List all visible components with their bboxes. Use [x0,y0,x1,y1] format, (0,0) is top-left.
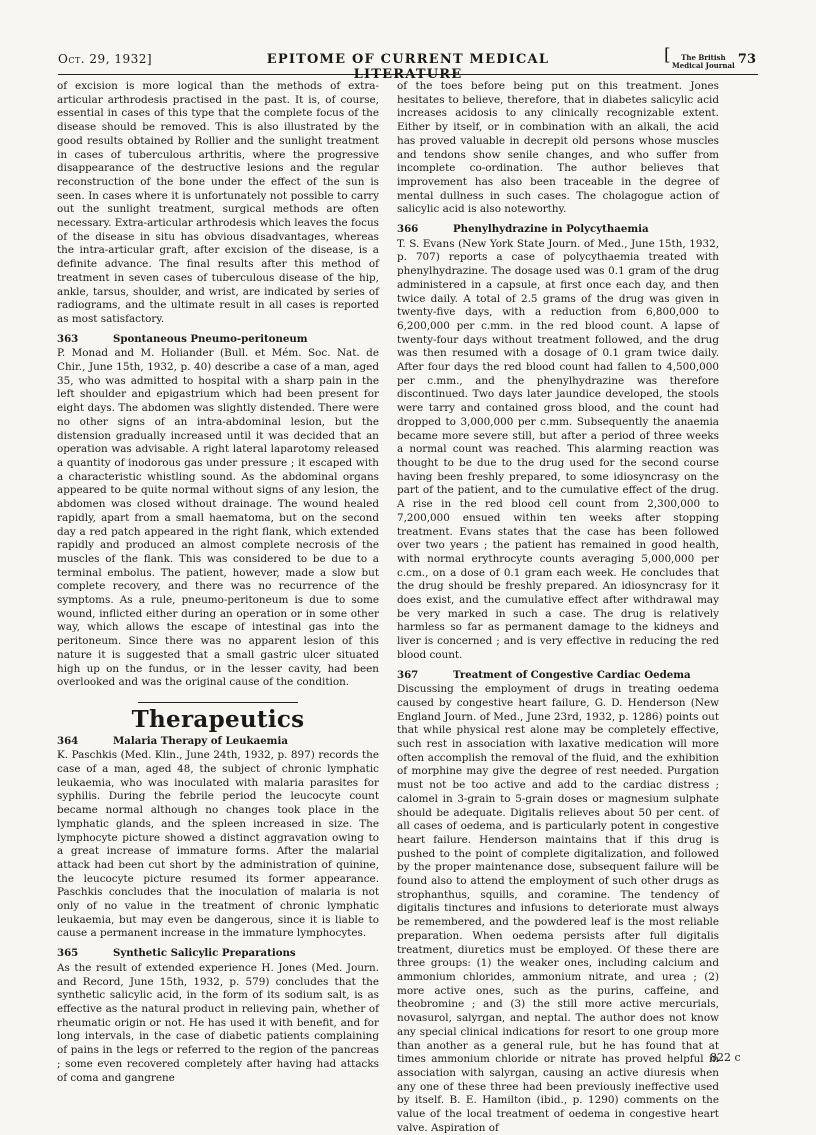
article-366-body: T. S. Evans (New York State Journ. of Med., June 15th, 1932, p. 707) reports a case of polycythaemia treated with phenylhydrazine. The dosage used was 0.1 gram of the drug administered in a capsule, at first once each day, and then twice daily. A total of 2.5 grams of the drug was given in twenty-five days, with a reduction from 6,800,000 to 6,200,000 per c.mm. in the red blood count. A lapse of twenty-four days without treatment followed, and the drug was then resumed with a dosage of 0.1 gram twice daily. After four days the red blood count had fallen to 4,500,000 per c.mm., and the phenylhydrazine was therefore discontinued. Two days later jaundice developed, the stools were tarry and contained gross blood, and the count had dropped to 3,000,000 per c.mm. Subsequently the anaemia became more severe still, but after a period of three weeks a normal count was reached. This alarming reaction was thought to be due to the drug used for the second course having been freshly prepared, to some idiosyncrasy on the part of the patient, and to the cumulative effect of the drug. A rise in the red blood cell count from 2,300,000 to 7,200,000 ensued within ten weeks after stopping treatment. Evans states that the case has been followed over two years ; the patient has remained in good health, with normal erythrocyte counts averaging 5,000,000 per c.cm., on a dose of 0.1 gram each week. He concludes that the drug should be freshly prepared. An idiosyncrasy for it does exist, and the cumulative effect after withdrawal may be very marked in such a case. The drug is relatively harmless so far as permanent damage to the kidneys and liver is concerned ; and is very effective in reducing the red blood count. [397,237,719,661]
article-title: Malaria Therapy of Leukaemia [113,734,288,747]
journal-name-line1: The British [681,53,726,62]
article-367-heading [397,669,719,683]
continued-paragraph: of the toes before being put on this treatment. Jones hesitates to believe, therefore, that in diabetes salicylic acid increases acidosis to any clinically recognizable extent. Either by itself, or in combination with an alkali, the acid has proved valuable in decrepit old persons whose muscles and tendons show senile changes, and who suffer from incomplete co-ordination. The author believes that improvement has also been traceable in the degree of mental dullness in such cases. The cholagogue action of salicylic acid is also noteworthy. [397,80,719,216]
article-364-body: K. Paschkis (Med. Klin., June 24th, 1932, p. 897) records the case of a man, aged 48, the subject of chronic lymphatic leukaemia, who was inoculated with malaria parasites for syphilis. During the febrile period the leucocyte count became normal although no changes took place in the lymphatic glands, and the spleen increased in size. The lymphocyte picture showed a distinct aggravation owing to a great increase of immature forms. After the malarial attack had been cut short by the administration of quinine, the leucocyte picture resumed its former appearance. Paschkis concludes that the inoculation of malaria is not only of no value in the treatment of chronic lymphatic leukaemia, but may even be dangerous, since it is liable to cause a permanent increase in the immature lymphocytes. [57,749,379,940]
bracket-glyph: [ [664,45,671,65]
continued-paragraph: of excision is more logical than the methods of extra-articular arthrodesis practised in the past. It is, of course, essential in cases of this type that the complete focus of the disease should be removed. This is also illustrated by the good results obtained by Rollier and the sunlight treatment in cases of tuberculous arthritis, where the progressive disappearance of the destructive lesions and the regular reconstruction of the bone under the effect of the sun is seen. In cases where it is unfortunately not possible to carry out the sunlight treatment, surgical methods are often necessary. Extra-articular arthrodesis which leaves the focus of the disease in situ has obvious disadvantages, whereas the intra-articular graft, after excision of the disease, is a definite advance. The final results after this method of treatment in seven cases of tuberculous disease of the hip, ankle, tarsus, shoulder, and wrist, are indicated by series of radiograms, and the ultimate result in all cases is reported as most satisfactory. [57,80,379,325]
journal-name [664,45,735,70]
article-title: Phenylhydrazine in Polycythaemia [453,223,649,236]
article-title: Treatment of Congestive Cardiac Oedema [453,668,691,681]
running-header [58,45,758,82]
article-number: 367 [397,668,419,681]
page-reference: 822 c [710,1051,741,1064]
running-title: EPITOME OF CURRENT MEDICAL LITERATURE [266,52,550,82]
article-366-heading [397,223,719,237]
article-number: 365 [57,947,79,960]
left-column [57,80,379,1085]
article-363-body: P. Monad and M. Holiander (Bull. et Mém. Soc. Nat. de Chir., June 15th, 1932, p. 40) describe a case of a man, aged 35, who was admitted to hospital with a sharp pain in the left shoulder and epigastrium which had been present for eight days. The abdomen was slightly distended. There were no other signs of an intra-abdominal lesion, but the distension gradually increased until it was decided that an operation was advisable. A right lateral laparotomy released a quantity of inodorous gas under pressure ; it escaped with a characteristic whistling sound. As the abdominal organs appeared to be quite normal without signs of any lesion, the abdomen was closed without drainage. The wound healed rapidly, apart from a small haematoma, but on the second day a red patch appeared in the right flank, which extended rapidly and produced an almost complete necrosis of the muscles of the flank. This was considered to be due to a terminal embolus. The patient, however, made a slow but complete recovery, and there was no recurrence of the symptoms. As a rule, pneumo-peritoneum is due to some wound, inflicted either during an operation or in some other way, which allows the escape of intestinal gas into the peritoneum. Since there was no apparent lesion of this nature it is suggested that a small gastric ulcer situated high up on the fundus, or in the lesser cavity, had been overlooked and was the original cause of the condition. [57,347,379,689]
article-number: 363 [57,332,79,345]
article-number: 366 [397,223,419,236]
article-364-heading [57,735,379,749]
journal-name-line2: Medical Journal [672,61,735,70]
section-heading-block [57,702,379,733]
article-365-body: As the result of extended experience H. Jones (Med. Journ. and Record, June 15th, 1932, p. 579) concludes that the synthetic salicylic acid, in the form of its sodium salt, is as effective as the natural product in relieving pain, whether of rheumatic origin or not. He has used it with benefit, and for long intervals, in the case of diabetic patients complaining of pains in the legs or referred to the region of the pancreas ; some even recovered completely after having had attacks of coma and gangrene [57,961,379,1084]
article-number: 364 [57,734,79,747]
article-title: Synthetic Salicylic Preparations [113,947,296,960]
article-365-heading [57,947,379,961]
right-column [397,80,719,1135]
section-title: Therapeutics [131,705,305,733]
page-number: 73 [737,52,756,67]
article-363-heading [57,333,379,347]
article-title: Spontaneous Pneumo-peritoneum [113,332,308,345]
article-367-body: Discussing the employment of drugs in treating oedema caused by congestive heart failure, G. D. Henderson (New England Journ. of Med., June 23rd, 1932, p. 1286) points out that while physical rest alone may be completely effective, such rest in association with laxative medication will more often accomplish the removal of the fluid, and the exhibition of morphine may give the degree of rest needed. Purgation must not be too active and add to the cardiac distress ; calomel in 3-grain to 5-grain doses or magnesium sulphate should be adequate. Digitalis relieves about 50 per cent. of all cases of oedema, and is particularly potent in congestive heart failure. Henderson maintains that if this drug is pushed to the point of complete digitalization, and followed by the proper maintenance dose, subsequent failure will be found also to attend the employment of such other drugs as strophanthus, squills, and coramine. The tendency of digitalis tinctures and infusions to deteriorate must always be remembered, and the powdered leaf is the most reliable preparation. When oedema persists after full digitalis treatment, diuretics must be employed. Of these there are three groups: (1) the weaker ones, including calcium and ammonium chlorides, ammonium nitrate, and urea ; (2) more active ones, such as the purins, caffeine, and theobromine ; and (3) the still more active mercurials, novasurol, salyrgan, and neptal. The author does not know any special clinical indications for resort to one group more than another as a general rule, but he has found that at times ammonium chloride or nitrate has proved helpful in association with salyrgan, causing an active diuresis when any one of these three had been previously ineffective used by itself. B. E. Hamilton (ibid., p. 1290) comments on the value of the local treatment of oedema in congestive heart valve. Aspiration of [397,683,719,1134]
issue-date: Oct. 29, 1932] [58,52,153,66]
section-rule [138,702,298,703]
